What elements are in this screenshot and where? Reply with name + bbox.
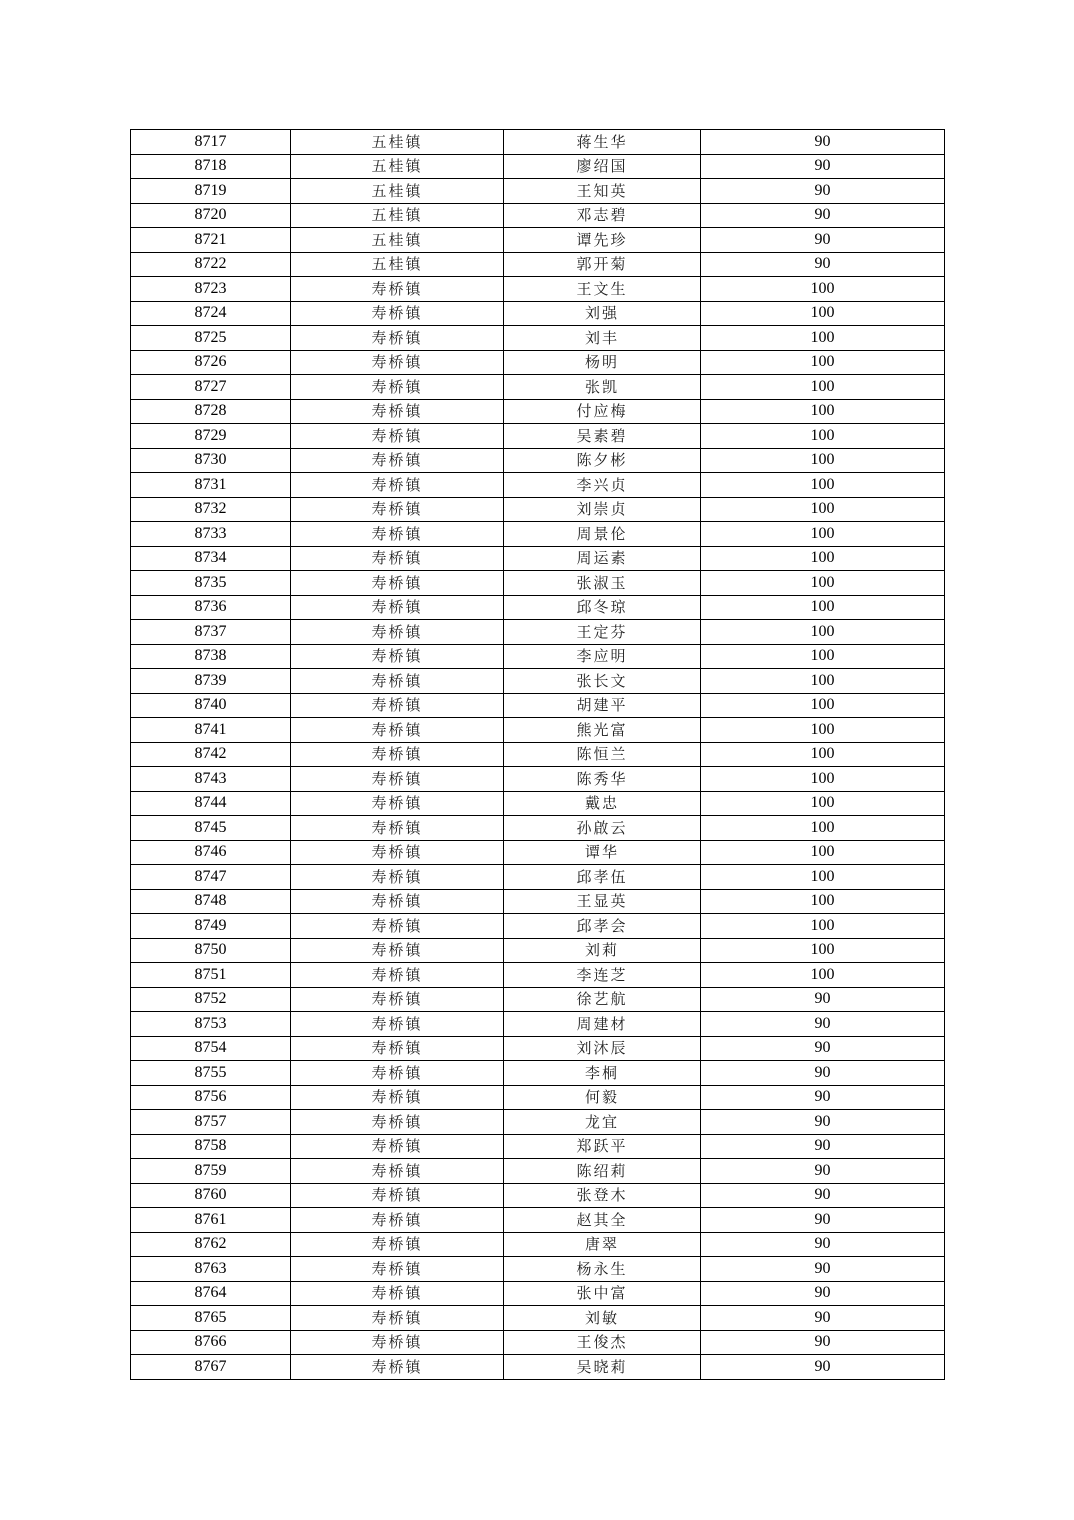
cell-town: 寿桥镇 bbox=[291, 326, 504, 351]
cell-town: 寿桥镇 bbox=[291, 718, 504, 743]
cell-name: 谭先珍 bbox=[504, 228, 701, 253]
cell-amount: 100 bbox=[701, 301, 945, 326]
cell-amount: 100 bbox=[701, 865, 945, 890]
table-row bbox=[131, 1061, 945, 1086]
cell-town: 寿桥镇 bbox=[291, 1061, 504, 1086]
roster-table-body bbox=[131, 130, 945, 1380]
cell-id: 8760 bbox=[131, 1183, 291, 1208]
cell-id: 8754 bbox=[131, 1036, 291, 1061]
cell-id: 8767 bbox=[131, 1355, 291, 1380]
cell-id: 8722 bbox=[131, 252, 291, 277]
cell-id: 8750 bbox=[131, 938, 291, 963]
table-row bbox=[131, 1281, 945, 1306]
cell-id: 8749 bbox=[131, 914, 291, 939]
cell-name: 廖绍国 bbox=[504, 154, 701, 179]
table-row bbox=[131, 1134, 945, 1159]
cell-amount: 100 bbox=[701, 767, 945, 792]
table-row bbox=[131, 791, 945, 816]
cell-amount: 90 bbox=[701, 1012, 945, 1037]
cell-amount: 90 bbox=[701, 252, 945, 277]
table-row bbox=[131, 522, 945, 547]
cell-town: 寿桥镇 bbox=[291, 1012, 504, 1037]
cell-id: 8733 bbox=[131, 522, 291, 547]
cell-name: 刘沐辰 bbox=[504, 1036, 701, 1061]
cell-town: 寿桥镇 bbox=[291, 595, 504, 620]
cell-amount: 100 bbox=[701, 620, 945, 645]
cell-amount: 90 bbox=[701, 1208, 945, 1233]
cell-name: 周建材 bbox=[504, 1012, 701, 1037]
cell-id: 8762 bbox=[131, 1232, 291, 1257]
table-row bbox=[131, 644, 945, 669]
cell-id: 8731 bbox=[131, 473, 291, 498]
table-row bbox=[131, 203, 945, 228]
cell-id: 8751 bbox=[131, 963, 291, 988]
cell-town: 寿桥镇 bbox=[291, 1085, 504, 1110]
cell-id: 8765 bbox=[131, 1306, 291, 1331]
cell-amount: 100 bbox=[701, 644, 945, 669]
table-row bbox=[131, 865, 945, 890]
cell-town: 寿桥镇 bbox=[291, 424, 504, 449]
cell-amount: 90 bbox=[701, 130, 945, 155]
cell-id: 8735 bbox=[131, 571, 291, 596]
table-row bbox=[131, 1012, 945, 1037]
cell-amount: 90 bbox=[701, 1257, 945, 1282]
cell-town: 寿桥镇 bbox=[291, 914, 504, 939]
table-row bbox=[131, 546, 945, 571]
cell-id: 8724 bbox=[131, 301, 291, 326]
table-row bbox=[131, 742, 945, 767]
cell-id: 8743 bbox=[131, 767, 291, 792]
cell-amount: 100 bbox=[701, 546, 945, 571]
cell-id: 8744 bbox=[131, 791, 291, 816]
cell-name: 杨永生 bbox=[504, 1257, 701, 1282]
cell-amount: 100 bbox=[701, 424, 945, 449]
cell-id: 8723 bbox=[131, 277, 291, 302]
cell-id: 8755 bbox=[131, 1061, 291, 1086]
cell-amount: 90 bbox=[701, 1159, 945, 1184]
table-row bbox=[131, 1306, 945, 1331]
cell-amount: 90 bbox=[701, 1232, 945, 1257]
table-row bbox=[131, 228, 945, 253]
cell-town: 寿桥镇 bbox=[291, 840, 504, 865]
cell-town: 寿桥镇 bbox=[291, 1355, 504, 1380]
cell-town: 寿桥镇 bbox=[291, 1134, 504, 1159]
cell-id: 8739 bbox=[131, 669, 291, 694]
cell-town: 寿桥镇 bbox=[291, 448, 504, 473]
cell-town: 寿桥镇 bbox=[291, 375, 504, 400]
cell-amount: 100 bbox=[701, 816, 945, 841]
cell-town: 寿桥镇 bbox=[291, 1183, 504, 1208]
cell-amount: 90 bbox=[701, 154, 945, 179]
cell-amount: 100 bbox=[701, 914, 945, 939]
cell-town: 寿桥镇 bbox=[291, 571, 504, 596]
cell-name: 张长文 bbox=[504, 669, 701, 694]
cell-town: 五桂镇 bbox=[291, 252, 504, 277]
table-row bbox=[131, 154, 945, 179]
cell-amount: 100 bbox=[701, 399, 945, 424]
cell-id: 8741 bbox=[131, 718, 291, 743]
table-row bbox=[131, 889, 945, 914]
cell-amount: 90 bbox=[701, 1036, 945, 1061]
table-row bbox=[131, 1110, 945, 1135]
cell-name: 吴素碧 bbox=[504, 424, 701, 449]
cell-name: 王俊杰 bbox=[504, 1330, 701, 1355]
cell-id: 8758 bbox=[131, 1134, 291, 1159]
cell-name: 徐艺航 bbox=[504, 987, 701, 1012]
cell-name: 李桐 bbox=[504, 1061, 701, 1086]
cell-town: 五桂镇 bbox=[291, 179, 504, 204]
cell-name: 赵其全 bbox=[504, 1208, 701, 1233]
table-row bbox=[131, 767, 945, 792]
cell-name: 刘崇贞 bbox=[504, 497, 701, 522]
cell-town: 寿桥镇 bbox=[291, 399, 504, 424]
table-row bbox=[131, 301, 945, 326]
table-row bbox=[131, 816, 945, 841]
cell-id: 8729 bbox=[131, 424, 291, 449]
cell-name: 蒋生华 bbox=[504, 130, 701, 155]
table-row bbox=[131, 1159, 945, 1184]
cell-town: 寿桥镇 bbox=[291, 473, 504, 498]
table-row bbox=[131, 350, 945, 375]
table-row bbox=[131, 424, 945, 449]
cell-name: 刘莉 bbox=[504, 938, 701, 963]
cell-town: 寿桥镇 bbox=[291, 350, 504, 375]
table-row bbox=[131, 326, 945, 351]
cell-amount: 90 bbox=[701, 987, 945, 1012]
cell-amount: 90 bbox=[701, 203, 945, 228]
cell-amount: 90 bbox=[701, 1183, 945, 1208]
cell-id: 8747 bbox=[131, 865, 291, 890]
table-row bbox=[131, 1232, 945, 1257]
table-row bbox=[131, 1355, 945, 1380]
cell-town: 寿桥镇 bbox=[291, 963, 504, 988]
cell-amount: 100 bbox=[701, 742, 945, 767]
cell-name: 熊光富 bbox=[504, 718, 701, 743]
cell-name: 李连芝 bbox=[504, 963, 701, 988]
cell-town: 寿桥镇 bbox=[291, 497, 504, 522]
table-row bbox=[131, 130, 945, 155]
cell-amount: 100 bbox=[701, 277, 945, 302]
cell-town: 寿桥镇 bbox=[291, 865, 504, 890]
roster-table bbox=[130, 129, 945, 1380]
cell-name: 何毅 bbox=[504, 1085, 701, 1110]
cell-town: 五桂镇 bbox=[291, 228, 504, 253]
cell-town: 寿桥镇 bbox=[291, 693, 504, 718]
cell-name: 王定芬 bbox=[504, 620, 701, 645]
table-row bbox=[131, 693, 945, 718]
cell-id: 8728 bbox=[131, 399, 291, 424]
cell-amount: 90 bbox=[701, 1281, 945, 1306]
cell-id: 8742 bbox=[131, 742, 291, 767]
cell-name: 郭开菊 bbox=[504, 252, 701, 277]
cell-town: 寿桥镇 bbox=[291, 277, 504, 302]
table-row bbox=[131, 595, 945, 620]
cell-name: 王知英 bbox=[504, 179, 701, 204]
cell-id: 8717 bbox=[131, 130, 291, 155]
table-row bbox=[131, 963, 945, 988]
cell-id: 8766 bbox=[131, 1330, 291, 1355]
cell-id: 8757 bbox=[131, 1110, 291, 1135]
table-row bbox=[131, 277, 945, 302]
table-row bbox=[131, 179, 945, 204]
cell-id: 8740 bbox=[131, 693, 291, 718]
cell-town: 寿桥镇 bbox=[291, 301, 504, 326]
cell-amount: 100 bbox=[701, 963, 945, 988]
cell-town: 五桂镇 bbox=[291, 130, 504, 155]
cell-town: 寿桥镇 bbox=[291, 1281, 504, 1306]
cell-id: 8756 bbox=[131, 1085, 291, 1110]
table-row bbox=[131, 1036, 945, 1061]
cell-name: 李应明 bbox=[504, 644, 701, 669]
cell-amount: 100 bbox=[701, 571, 945, 596]
table-row bbox=[131, 1257, 945, 1282]
cell-amount: 90 bbox=[701, 228, 945, 253]
table-row bbox=[131, 840, 945, 865]
cell-name: 陈恒兰 bbox=[504, 742, 701, 767]
cell-amount: 100 bbox=[701, 791, 945, 816]
cell-town: 寿桥镇 bbox=[291, 791, 504, 816]
table-row bbox=[131, 620, 945, 645]
table-row bbox=[131, 914, 945, 939]
cell-name: 杨明 bbox=[504, 350, 701, 375]
cell-amount: 90 bbox=[701, 1061, 945, 1086]
table-row bbox=[131, 252, 945, 277]
cell-name: 张登木 bbox=[504, 1183, 701, 1208]
table-row bbox=[131, 1183, 945, 1208]
cell-town: 寿桥镇 bbox=[291, 938, 504, 963]
cell-town: 寿桥镇 bbox=[291, 1159, 504, 1184]
cell-amount: 90 bbox=[701, 1134, 945, 1159]
cell-id: 8721 bbox=[131, 228, 291, 253]
cell-amount: 90 bbox=[701, 179, 945, 204]
cell-name: 谭华 bbox=[504, 840, 701, 865]
cell-id: 8725 bbox=[131, 326, 291, 351]
cell-name: 唐翠 bbox=[504, 1232, 701, 1257]
cell-town: 寿桥镇 bbox=[291, 620, 504, 645]
cell-id: 8726 bbox=[131, 350, 291, 375]
cell-id: 8764 bbox=[131, 1281, 291, 1306]
cell-amount: 100 bbox=[701, 840, 945, 865]
cell-name: 刘丰 bbox=[504, 326, 701, 351]
cell-id: 8759 bbox=[131, 1159, 291, 1184]
cell-amount: 100 bbox=[701, 595, 945, 620]
cell-town: 寿桥镇 bbox=[291, 644, 504, 669]
cell-amount: 90 bbox=[701, 1110, 945, 1135]
cell-name: 王文生 bbox=[504, 277, 701, 302]
cell-town: 寿桥镇 bbox=[291, 1036, 504, 1061]
cell-name: 张淑玉 bbox=[504, 571, 701, 596]
cell-name: 陈秀华 bbox=[504, 767, 701, 792]
table-row bbox=[131, 571, 945, 596]
cell-name: 戴忠 bbox=[504, 791, 701, 816]
cell-amount: 100 bbox=[701, 693, 945, 718]
cell-amount: 100 bbox=[701, 889, 945, 914]
cell-name: 周运素 bbox=[504, 546, 701, 571]
cell-id: 8753 bbox=[131, 1012, 291, 1037]
cell-id: 8746 bbox=[131, 840, 291, 865]
cell-name: 郑跃平 bbox=[504, 1134, 701, 1159]
table-row bbox=[131, 375, 945, 400]
cell-town: 寿桥镇 bbox=[291, 742, 504, 767]
cell-id: 8748 bbox=[131, 889, 291, 914]
cell-amount: 100 bbox=[701, 326, 945, 351]
cell-amount: 90 bbox=[701, 1085, 945, 1110]
cell-name: 陈夕彬 bbox=[504, 448, 701, 473]
cell-amount: 100 bbox=[701, 448, 945, 473]
cell-town: 寿桥镇 bbox=[291, 669, 504, 694]
cell-name: 邱冬琼 bbox=[504, 595, 701, 620]
cell-name: 吴晓莉 bbox=[504, 1355, 701, 1380]
cell-id: 8718 bbox=[131, 154, 291, 179]
cell-town: 寿桥镇 bbox=[291, 816, 504, 841]
cell-name: 李兴贞 bbox=[504, 473, 701, 498]
cell-id: 8761 bbox=[131, 1208, 291, 1233]
cell-id: 8720 bbox=[131, 203, 291, 228]
cell-id: 8730 bbox=[131, 448, 291, 473]
cell-amount: 100 bbox=[701, 938, 945, 963]
cell-name: 孙啟云 bbox=[504, 816, 701, 841]
cell-name: 张中富 bbox=[504, 1281, 701, 1306]
cell-name: 邱孝伍 bbox=[504, 865, 701, 890]
table-row bbox=[131, 1208, 945, 1233]
cell-id: 8737 bbox=[131, 620, 291, 645]
cell-id: 8745 bbox=[131, 816, 291, 841]
table-row bbox=[131, 987, 945, 1012]
cell-id: 8732 bbox=[131, 497, 291, 522]
cell-town: 寿桥镇 bbox=[291, 1306, 504, 1331]
cell-id: 8763 bbox=[131, 1257, 291, 1282]
cell-town: 寿桥镇 bbox=[291, 1232, 504, 1257]
cell-town: 寿桥镇 bbox=[291, 987, 504, 1012]
cell-town: 寿桥镇 bbox=[291, 522, 504, 547]
cell-name: 邓志碧 bbox=[504, 203, 701, 228]
cell-town: 五桂镇 bbox=[291, 154, 504, 179]
cell-name: 龙宜 bbox=[504, 1110, 701, 1135]
cell-amount: 100 bbox=[701, 522, 945, 547]
cell-amount: 100 bbox=[701, 718, 945, 743]
cell-amount: 90 bbox=[701, 1355, 945, 1380]
cell-id: 8752 bbox=[131, 987, 291, 1012]
cell-amount: 100 bbox=[701, 497, 945, 522]
cell-name: 张凯 bbox=[504, 375, 701, 400]
cell-id: 8734 bbox=[131, 546, 291, 571]
cell-id: 8738 bbox=[131, 644, 291, 669]
cell-town: 寿桥镇 bbox=[291, 1257, 504, 1282]
cell-name: 周景伦 bbox=[504, 522, 701, 547]
cell-name: 邱孝会 bbox=[504, 914, 701, 939]
table-row bbox=[131, 473, 945, 498]
cell-amount: 100 bbox=[701, 473, 945, 498]
cell-town: 五桂镇 bbox=[291, 203, 504, 228]
cell-name: 付应梅 bbox=[504, 399, 701, 424]
cell-amount: 100 bbox=[701, 669, 945, 694]
table-row bbox=[131, 938, 945, 963]
cell-name: 王显英 bbox=[504, 889, 701, 914]
cell-id: 8719 bbox=[131, 179, 291, 204]
table-row bbox=[131, 497, 945, 522]
cell-town: 寿桥镇 bbox=[291, 546, 504, 571]
cell-name: 刘强 bbox=[504, 301, 701, 326]
cell-town: 寿桥镇 bbox=[291, 1208, 504, 1233]
cell-id: 8736 bbox=[131, 595, 291, 620]
cell-name: 刘敏 bbox=[504, 1306, 701, 1331]
table-row bbox=[131, 448, 945, 473]
cell-id: 8727 bbox=[131, 375, 291, 400]
cell-name: 陈绍莉 bbox=[504, 1159, 701, 1184]
cell-amount: 100 bbox=[701, 375, 945, 400]
table-row bbox=[131, 1085, 945, 1110]
table-row bbox=[131, 1330, 945, 1355]
table-row bbox=[131, 399, 945, 424]
cell-town: 寿桥镇 bbox=[291, 1110, 504, 1135]
cell-town: 寿桥镇 bbox=[291, 889, 504, 914]
cell-name: 胡建平 bbox=[504, 693, 701, 718]
cell-amount: 90 bbox=[701, 1330, 945, 1355]
cell-amount: 90 bbox=[701, 1306, 945, 1331]
table-row bbox=[131, 669, 945, 694]
cell-town: 寿桥镇 bbox=[291, 1330, 504, 1355]
cell-town: 寿桥镇 bbox=[291, 767, 504, 792]
table-row bbox=[131, 718, 945, 743]
cell-amount: 100 bbox=[701, 350, 945, 375]
